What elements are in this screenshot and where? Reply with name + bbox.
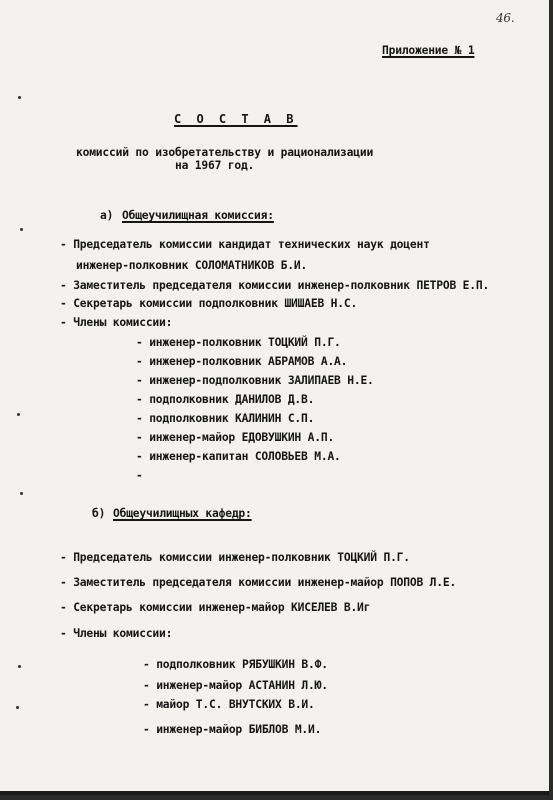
- section-b-member: - инженер-майор БИБЛОВ М.И.: [143, 723, 322, 736]
- scan-speck: [18, 665, 21, 668]
- section-b-member: - подполковник РЯБУШКИН В.Ф.: [143, 658, 328, 671]
- section-a-member: - инженер-капитан СОЛОВЬЕВ М.А.: [136, 450, 341, 463]
- scan-speck: [20, 228, 23, 231]
- subtitle-line-1: комиссий по изобретательству и рационализации: [76, 146, 374, 159]
- section-b-member: - инженер-майор АСТАНИН Л.Ю.: [143, 679, 328, 692]
- section-a-member: - инженер-подполковник ЗАЛИПАЕВ Н.Е.: [136, 374, 374, 387]
- scan-speck: [18, 96, 21, 99]
- subtitle-line-2: на 1967 год.: [175, 159, 255, 172]
- section-a-label: а): [100, 209, 114, 222]
- section-b-chairman: - Председатель комиссии инженер-полковник ТОЦКИЙ П.Г.: [60, 551, 410, 564]
- section-a-member: - инженер-полковник ТОЦКИЙ П.Г.: [136, 336, 341, 349]
- section-b-member: - майор Т.С. ВНУТСКИХ В.И.: [143, 698, 315, 711]
- section-a-secretary: - Секретарь комиссии подполковник ШИШАЕВ Н.С.: [60, 297, 358, 310]
- section-a-deputy: - Заместитель председателя комиссии инженер-полковник ПЕТРОВ Е.П.: [60, 279, 490, 292]
- section-a-members-label: - Члены комиссии:: [60, 316, 173, 329]
- section-a-heading: Общеучилищная комиссия:: [122, 209, 274, 222]
- section-b-deputy: - Заместитель председателя комиссии инженер-майор ПОПОВ Л.Е.: [60, 576, 457, 589]
- section-a-member: - подполковник ДАНИЛОВ Д.В.: [136, 393, 315, 406]
- section-a-member: - инженер-майор ЕДОВУШКИН А.П.: [136, 431, 335, 444]
- appendix-label: Приложение № 1: [382, 44, 475, 57]
- section-a-chairman-line-2: инженер-полковник СОЛОМАТНИКОВ Б.И.: [76, 259, 308, 272]
- page-number: 46.: [496, 11, 515, 25]
- page-bottom-edge: [0, 791, 549, 795]
- scan-speck: [20, 492, 23, 495]
- document-title: С О С Т А В: [174, 112, 298, 126]
- section-b-label: б): [92, 507, 106, 520]
- section-b-members-label: - Члены комиссии:: [60, 627, 173, 640]
- section-a-member: - инженер-полковник АБРАМОВ А.А.: [136, 355, 348, 368]
- section-a-member: - подполковник КАЛИНИН С.П.: [136, 412, 315, 425]
- section-a-member: -: [136, 469, 143, 482]
- scan-speck: [16, 706, 19, 709]
- section-a-chairman-line-1: - Председатель комиссии кандидат технических наук доцент: [60, 238, 430, 251]
- section-b-heading: Общеучилищных кафедр:: [113, 507, 252, 520]
- section-b-secretary: - Секретарь комиссии инженер-майор КИСЕЛЕВ В.Иг: [60, 601, 371, 614]
- scan-speck: [17, 413, 20, 416]
